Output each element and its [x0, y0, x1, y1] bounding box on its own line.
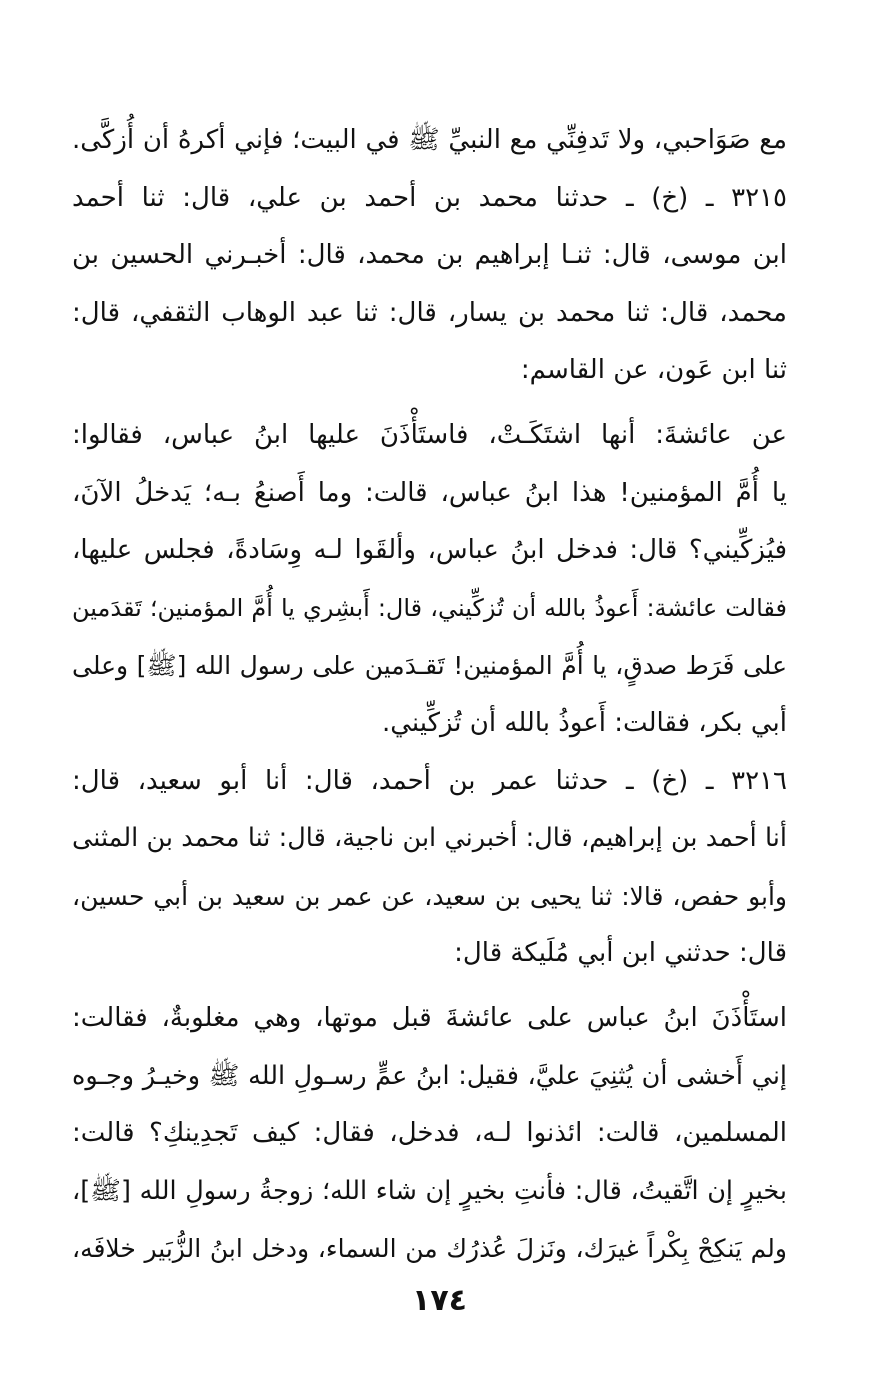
text-line: على فَرَط صدقٍ، يا أُمَّ المؤمنين! تَقـدَمين على رسول الله [ﷺ] وعلى: [72, 651, 787, 681]
text-line: فيُزكِّيني؟ قال: فدخل ابنُ عباس، وألقَوا لـه وِسَادةً، فجلس عليها،: [72, 535, 787, 566]
text-line: ثنا ابن عَون، عن القاسم:: [520, 355, 787, 386]
text-line: ٣٢١٥ ـ (خ) ـ حدثنا محمد بن أحمد بن علي، قال: ثنا أحمد: [72, 182, 787, 213]
text-line: أنا أحمد بن إبراهيم، قال: أخبرني ابن ناجية، قال: ثنا محمد بن المثنى: [72, 823, 787, 854]
text-line: إني أَخشى أن يُثنِيَ عليَّ، فقيل: ابنُ عمٍّ رسـولِ الله ﷺ وخيـرُ وجـوه: [72, 1060, 787, 1091]
text-line: فقالت عائشة: أَعوذُ بالله أن تُزكِّيني، قال: أَبشِري يا أُمَّ المؤمنين؛ تَقدَمين: [72, 593, 787, 622]
text-line: المسلمين، قالت: ائذنوا لـه، فدخل، فقال: كيف تَجدِينكِ؟ قالت:: [72, 1118, 787, 1149]
text-line: بخيرٍ إن اتَّقيتُ، قال: فأنتِ بخيرٍ إن شاء الله؛ زوجةُ رسولِ الله [ﷺ]،: [72, 1175, 787, 1206]
page-number: ١٧٤: [412, 1283, 467, 1318]
text-line: محمد، قال: ثنا محمد بن يسار، قال: ثنا عبد الوهاب الثقفي، قال:: [72, 297, 787, 328]
text-line: وأبو حفص، قالا: ثنا يحيى بن سعيد، عن عمر بن سعيد بن أبي حسين،: [72, 881, 787, 911]
book-page-text: [72, 112, 787, 1278]
text-line: عن عائشةَ: أنها اشتَكَـتْ، فاستَأْذَنَ عليها ابنُ عباس، فقالوا:: [72, 419, 787, 450]
text-line: ولم يَنكِحْ بِكْراً غيرَك، ونَزلَ عُذرُك من السماء، ودخل ابنُ الزُّبَير خلافَه،: [72, 1234, 787, 1264]
text-line: مع صَوَاحبي، ولا تَدفِنِّي مع النبيِّ ﷺ في البيت؛ فإني أكرهُ أن أُزكَّى.: [72, 125, 787, 155]
text-line: ابن موسى، قال: ثنـا إبراهيم بن محمد، قال: أخبـرني الحسين بن: [72, 240, 787, 271]
text-line: استَأْذَنَ ابنُ عباس على عائشةَ قبل موتها، وهي مغلوبةٌ، فقالت:: [72, 1002, 787, 1033]
text-line: يا أُمَّ المؤمنين! هذا ابنُ عباس، قالت: وما أَصنعُ بـه؛ يَدخلُ الآنَ،: [72, 477, 787, 508]
text-line: أبي بكر، فقالت: أَعوذُ بالله أن تُزكِّيني.: [381, 707, 787, 738]
text-line: ٣٢١٦ ـ (خ) ـ حدثنا عمر بن أحمد، قال: أنا أبو سعيد، قال:: [72, 765, 787, 796]
text-line: قال: حدثني ابن أبي مُلَيكة قال:: [454, 938, 787, 969]
